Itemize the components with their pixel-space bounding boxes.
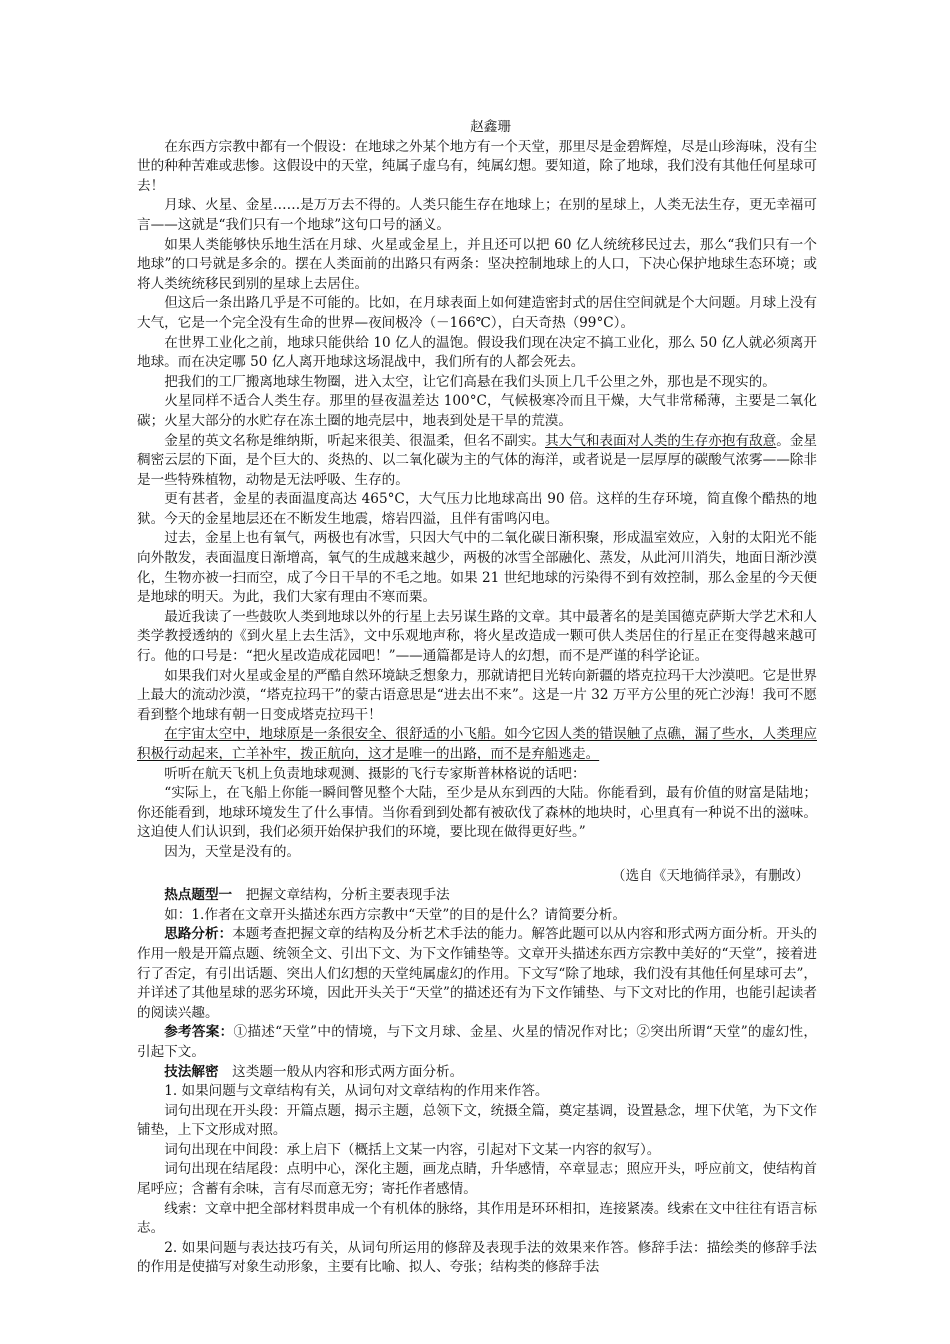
paragraph: 在东西方宗教中都有一个假设：在地球之外某个地方有一个天堂，那里尽是金碧辉煌，尽是山珍海味，没有尘世的种种苦难或悲惨。这假设中的天堂，纯属子虚乌有，纯属幻想。要知道，除了地球，我们没有其他任何星球可去！ (137, 138, 817, 194)
author-name: 赵鑫珊 (470, 119, 511, 135)
thinking-text: 本题考查把握文章的结构及分析艺术手法的能力。解答此题可以从内容和形式两方面分析。开头的作用一般是开篇点题、统领全文、引出下文、为下文作铺垫等。文章开头描述东西方宗教中美好的“天堂”，接着进行了否定，有引出话题、突出人们幻想的天堂纯属虚幻的作用。下文写“除了地球，我们没有其他任何星球可去”，并详述了其他星球的恶劣环境，因此开头关于“天堂”的描述还有为下文作铺垫、与下文对比的作用，也能引起读者的阅读兴趣。 (137, 926, 818, 1021)
paragraph-text: 。金星稠密云层的下面，是个巨大的、炎热的、以二氧化碳为主的气体的海洋，或者说是一层厚厚的碳酸气浓雾——除非是一些特殊植物，动物是无法呼吸、生存的。 (137, 432, 818, 488)
paragraph: 最近我读了一些鼓吹人类到地球以外的行星上去另谋生路的文章。其中最著名的是美国德克萨斯大学艺术和人类学教授透纳的《到火星上去生活》，文中乐观地声称，将火星改造成一颗可供人类居住的行星正在变得越来越可行。他的口号是：“把火星改造成花园吧！”——通篇都是诗人的幻想，而不是严谨的科学论证。 (137, 608, 817, 665)
paragraph-text: 金星的英文名称是维纳斯，听起来很美、很温柔，但名不副实。 (164, 432, 545, 449)
paragraph: “实际上，在飞船上你能一瞬间瞥见整个大陆，至少是从东到西的大陆。你能看到，最有价值的财富是陆地；你还能看到，地球环境发生了什么事情。当你看到到处都有被砍伐了森林的地块时，心里真有一种说不出的滋味。这迫使人们认识到，我们必须开始保护我们的环境，要比现在做得更好些。” (137, 785, 817, 841)
heading-label: 热点题型一 (164, 887, 233, 904)
document-page (137, 118, 817, 1278)
section-heading (137, 886, 817, 906)
answer-text: ①描述“天堂”中的情境，与下文月球、金星、火星的情况作对比；②突出所谓“天堂”的虚幻性，引起下文。 (137, 1024, 818, 1060)
technique-item: 2. 如果问题与表达技巧有关，从词句所运用的修辞及表现手法的效果来作答。修辞手法：描绘类的修辞手法的作用是使描写对象生动形象，主要有比喻、拟人、夸张；结构类的修辞手法 (137, 1239, 817, 1276)
reference-answer (137, 1023, 817, 1062)
thinking-label: 思路分析： (164, 926, 233, 943)
paragraph: 因为，天堂是没有的。 (164, 843, 301, 860)
paragraph: 听听在航天飞机上负责地球观测、摄影的飞行专家斯普林格说的话吧： (164, 765, 586, 782)
paragraph: 月球、火星、金星……是万万去不得的。人类只能生存在地球上；在别的星球上，人类无法生存，更无幸福可言——这就是“我们只有一个地球”这句口号的涵义。 (137, 197, 817, 233)
paragraph: 如果人类能够快乐地生活在月球、火星或金星上，并且还可以把 60 亿人统统移民过去，那么“我们只有一个地球”的口号就是多余的。摆在人类面前的出路只有两条：坚决控制地球上的人口，下决心保护地球生态环境；或将人类统统移民到别的星球上去居住。 (137, 236, 817, 292)
source-citation: （选自《天地徜徉录》，有删改） (611, 867, 809, 884)
paragraph (137, 725, 817, 764)
technique-text: 这类题一般从内容和形式两方面分析。 (218, 1063, 464, 1080)
technique-heading (137, 1063, 817, 1083)
heading-text: 把握文章结构，分析主要表现手法 (232, 887, 450, 904)
technique-item: 词句出现在开头段：开篇点题，揭示主题，总领下文，统摄全篇，奠定基调，设置悬念，埋下伏笔，为下文作铺垫，上下文形成对照。 (137, 1102, 817, 1139)
underlined-sentence: 其大气和表面对人类的生存亦抱有敌意 (545, 432, 777, 449)
paragraph: 过去，金星上也有氧气，两极也有冰雪，只因大气中的二氧化碳日渐积聚，形成温室效应，入射的太阳光不能向外散发，表面温度日渐增高，氧气的生成越来越少，两极的冰雪全部融化、蒸发，从此河川消失，地面日渐沙漠化，生物亦被一扫而空，成了今日干旱的不毛之地。如果 21 世纪地球的污染得不到有效控制，那么金星的今天便是地球的明天。为此，我们大家有理由不寒而栗。 (137, 530, 817, 606)
paragraph: 更有甚者，金星的表面温度高达 465°C，大气压力比地球高出 90 倍。这样的生存环境，简直像个酷热的地狱。今天的金星地层还在不断发生地震，熔岩四溢，且伴有雷鸣闪电。 (137, 491, 817, 527)
technique-item: 线索：文章中把全部材料贯串成一个有机体的脉络，其作用是环环相扣，连接紧凑。线索在文中往往有语言标志。 (137, 1200, 817, 1237)
paragraph: 火星同样不适合人类生存。那里的昼夜温差达 100°C，气候极寒冷而且干燥，大气非常稀薄，主要是二氧化碳；火星大部分的水贮存在冻土圈的地壳层中，地表到处是干旱的荒漠。 (137, 393, 817, 429)
paragraph: 在世界工业化之前，地球只能供给 10 亿人的温饱。假设我们现在决定不搞工业化，那么 50 亿人就必须离开地球。而在决定哪 50 亿人离开地球这场混战中，我们所有的人都会死去。 (137, 334, 817, 371)
technique-item: 词句出现在结尾段：点明中心，深化主题，画龙点睛，升华感情，卒章显志；照应开头，呼应前文，使结构首尾呼应；含蓄有余味，言有尽而意无穷；寄托作者感情。 (137, 1161, 817, 1198)
paragraph: 如果我们对火星或金星的严酷自然环境缺乏想象力，那就请把目光转向新疆的塔克拉玛干大沙漠吧。它是世界上最大的流动沙漠，“塔克拉玛干”的蒙古语意思是“进去出不来”。这是一片 32 万平方公里的死亡沙海！我可不愿看到整个地球有朝一日变成塔克拉玛干！ (137, 667, 817, 723)
paragraph (137, 432, 817, 491)
thinking-analysis (137, 925, 817, 1023)
answer-label: 参考答案： (164, 1024, 234, 1041)
technique-label: 技法解密 (164, 1063, 219, 1080)
technique-item: 词句出现在中间段：承上启下（概括上文某一内容，引起对下文某一内容的叙写）。 (164, 1141, 661, 1158)
paragraph: 把我们的工厂搬离地球生物圈，进入太空，让它们高悬在我们头顶上几千公里之外，那也是不现实的。 (164, 373, 776, 390)
question: 如：1.作者在文章开头描述东西方宗教中“天堂”的目的是什么？请简要分析。 (164, 906, 627, 923)
underlined-sentence: 在宇宙太空中，地球原是一条很安全、很舒适的小飞船。如今它因人类的错误触了点礁，漏了些水，人类理应积极行动起来，亡羊补牢，拨正航向，这才是唯一的出路，而不是弃船逃走。 (137, 726, 817, 762)
paragraph: 但这后一条出路几乎是不可能的。比如，在月球表面上如何建造密封式的居住空间就是个大问题。月球上没有大气，它是一个完全没有生命的世界—夜间极冷（－166℃），白天奇热（99°C）。 (137, 295, 817, 331)
technique-item: 1. 如果问题与文章结构有关，从词句对文章结构的作用来作答。 (164, 1083, 549, 1100)
